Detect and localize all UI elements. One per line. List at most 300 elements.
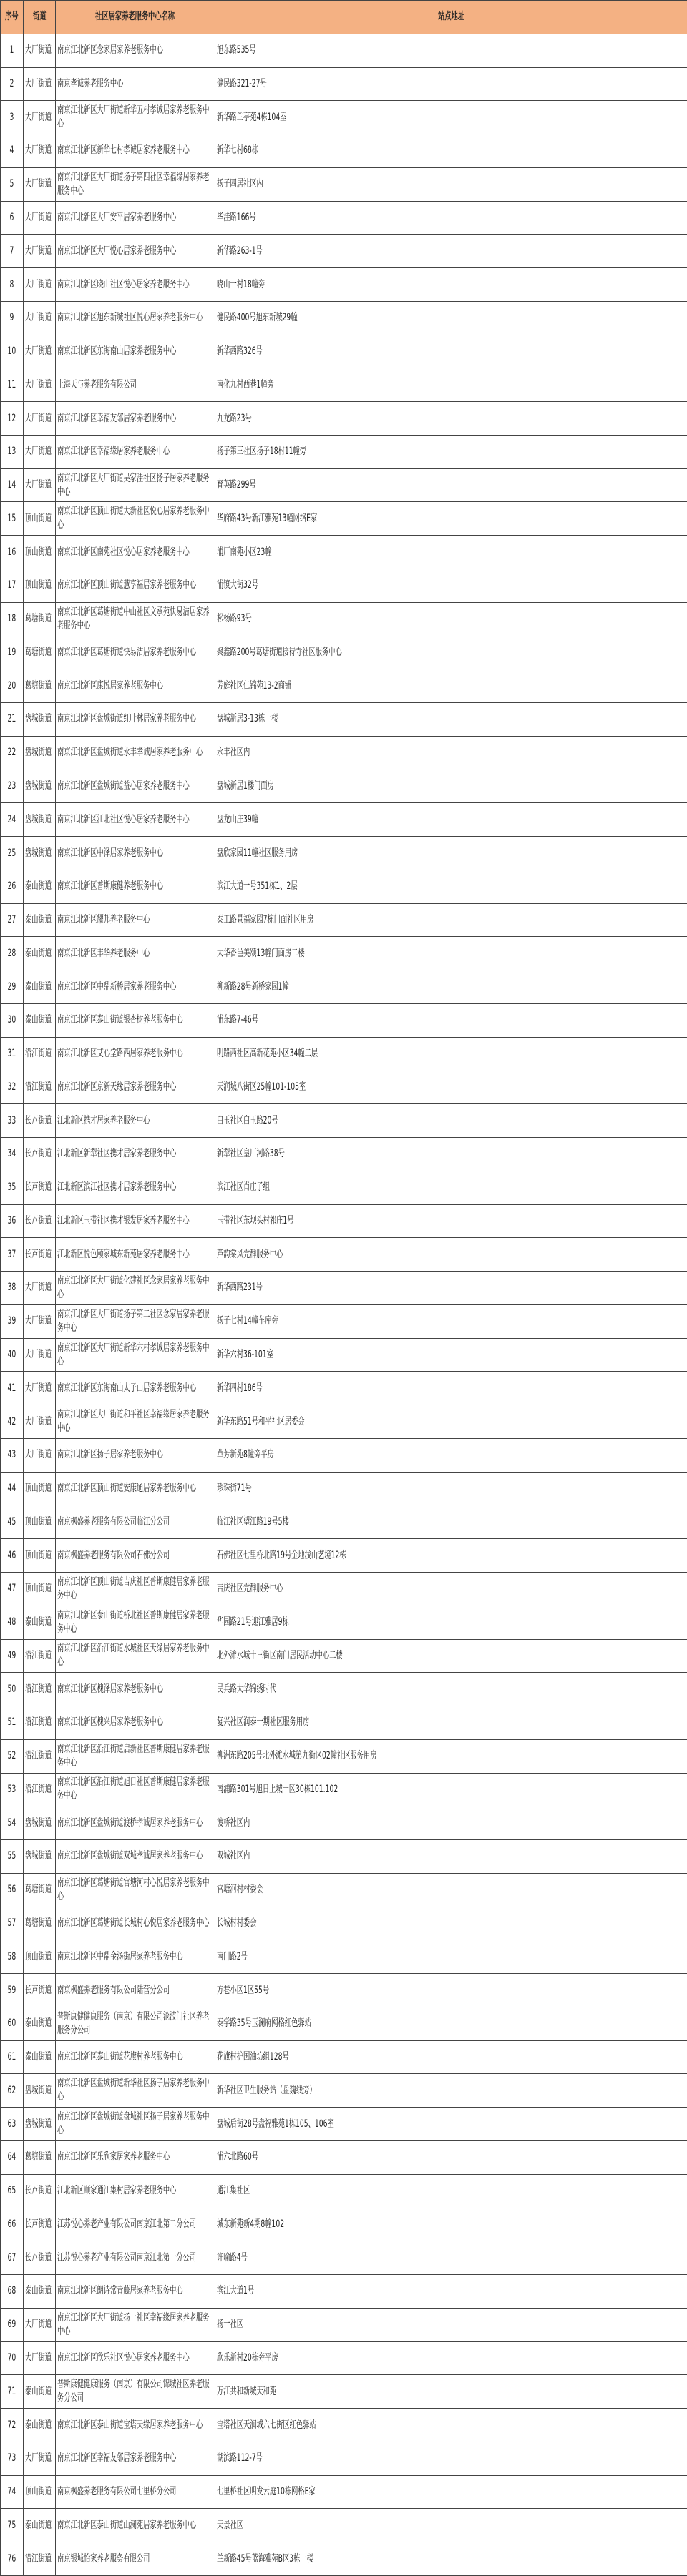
row-address-cell	[215, 502, 687, 536]
table-row	[1, 770, 687, 803]
row-street-cell	[24, 1505, 56, 1539]
row-street-cell	[24, 1238, 56, 1272]
row-center-name: 南京江北新区东海南山太子山居家养老服务中心	[57, 1382, 213, 1395]
header-address: 站点地址	[215, 1, 687, 34]
table-row	[1, 2308, 687, 2341]
row-street-cell	[24, 770, 56, 803]
row-street: 泰山街道	[25, 880, 54, 893]
row-center-name-cell	[56, 1606, 215, 1639]
table-row	[1, 201, 687, 235]
table-row	[1, 837, 687, 870]
row-address-cell	[215, 2542, 687, 2576]
row-street: 大厂街道	[25, 2452, 54, 2465]
row-address-cell	[215, 2341, 687, 2375]
table-row	[1, 1037, 687, 1071]
row-address: 吉庆社区党群服务中心	[217, 1582, 684, 1596]
row-address-cell	[215, 2409, 687, 2442]
row-address: 民兵路大华锦绣时代	[217, 1683, 684, 1696]
row-street: 顶山街道	[25, 512, 54, 526]
row-index-cell	[1, 1806, 24, 1840]
row-center-name: 南京江北新区大厂安平居家养老服务中心	[57, 211, 213, 225]
table-row	[1, 1706, 687, 1740]
row-street-cell	[24, 2275, 56, 2309]
row-address: 石佛社区七里桥北路19号金地浅山艺境12栋	[217, 1549, 684, 1563]
row-index-cell	[1, 803, 24, 837]
row-center-name: 江北新区玉带社区携才银发居家养老服务中心	[57, 1214, 213, 1228]
row-center-name: 南京江北新区葛塘街道长城村心悦居家养老服务中心	[57, 1917, 213, 1930]
row-address-cell	[215, 2141, 687, 2175]
row-street: 长芦街道	[25, 1214, 54, 1228]
row-center-name: 南京江北新区南苑社区悦心居家养老服务中心	[57, 546, 213, 559]
row-index: 36	[2, 1214, 21, 1228]
row-address: 南门路2号	[217, 1950, 684, 1964]
row-index-cell	[1, 536, 24, 569]
row-street-cell	[24, 1907, 56, 1940]
row-center-name-cell	[56, 2275, 215, 2309]
row-address-cell	[215, 803, 687, 837]
row-index: 51	[2, 1716, 21, 1729]
row-index: 73	[2, 2452, 21, 2465]
row-street-cell	[24, 2409, 56, 2442]
row-address: 新华七村68栋	[217, 144, 684, 157]
table-row	[1, 2375, 687, 2409]
row-street-cell	[24, 870, 56, 903]
row-address: 盘城新居1楼门面房	[217, 780, 684, 793]
row-address: 湖滨路112-7号	[217, 2452, 684, 2465]
row-street: 葛塘街道	[25, 2150, 54, 2164]
row-address: 新华路兰亭苑4栋104室	[217, 111, 684, 124]
row-street: 长芦街道	[25, 2218, 54, 2231]
row-street: 盘城街道	[25, 1849, 54, 1863]
row-center-name-cell	[56, 2040, 215, 2074]
row-center-name: 南京江北新区大厂街道化建社区念家居家养老服务中心	[57, 1274, 213, 1302]
row-street: 盘城街道	[25, 712, 54, 726]
row-street-cell	[24, 2475, 56, 2509]
row-center-name: 南京江北新区顶山街道大新社区悦心居家养老服务中心	[57, 505, 213, 532]
row-address-cell	[215, 1003, 687, 1037]
row-center-name: 南京江北新区顶山街道吉庆社区普斯康健居家养老服务中心	[57, 1575, 213, 1603]
row-street: 葛塘街道	[25, 679, 54, 693]
row-address-cell	[215, 736, 687, 770]
row-index-cell	[1, 2074, 24, 2108]
row-address: 渡桥社区内	[217, 1817, 684, 1830]
row-index-cell	[1, 368, 24, 402]
row-center-name: 南京江北新区沿江街道启新社区普斯康健居家养老服务中心	[57, 1743, 213, 1770]
row-street: 泰山街道	[25, 913, 54, 927]
row-street-cell	[24, 1706, 56, 1740]
row-address: 南浦路301号旭日上城一区30栋101.102	[217, 1783, 684, 1796]
row-address: 新华东路51号和平社区居委会	[217, 1415, 684, 1429]
row-street: 大厂街道	[25, 311, 54, 325]
table-row	[1, 435, 687, 468]
row-address: 泰学路35号玉澜府网格红色驿站	[217, 2017, 684, 2030]
row-center-name-cell	[56, 1539, 215, 1573]
row-center-name-cell	[56, 669, 215, 703]
row-center-name-cell	[56, 1673, 215, 1706]
row-index: 42	[2, 1415, 21, 1429]
row-street-cell	[24, 1438, 56, 1472]
row-street: 沿江街道	[25, 1683, 54, 1696]
row-address: 浦东路7-46号	[217, 1013, 684, 1027]
row-address-cell	[215, 1940, 687, 1974]
row-index-cell	[1, 201, 24, 235]
row-center-name: 南京江北新区幸福友邻居家养老服务中心	[57, 412, 213, 426]
row-index-cell	[1, 468, 24, 502]
row-index: 14	[2, 478, 21, 492]
row-center-name: 南京江北新区泰山街道花旗村养老服务中心	[57, 2050, 213, 2064]
row-street: 泰山街道	[25, 2050, 54, 2064]
row-index: 68	[2, 2284, 21, 2298]
row-index: 34	[2, 1147, 21, 1161]
row-address: 花旗村护国油坊组128号	[217, 2050, 684, 2064]
row-street: 大厂街道	[25, 445, 54, 458]
row-street-cell	[24, 1272, 56, 1305]
row-center-name: 南京江北新区中鼎新桥居家养老服务中心	[57, 980, 213, 994]
table-row	[1, 803, 687, 837]
table-row	[1, 669, 687, 703]
row-center-name: 南京江北新区江北社区悦心居家养老服务中心	[57, 813, 213, 827]
row-index: 72	[2, 2419, 21, 2432]
row-index: 20	[2, 679, 21, 693]
table-row	[1, 335, 687, 368]
row-address-cell	[215, 837, 687, 870]
row-street: 长芦街道	[25, 2184, 54, 2198]
row-center-name: 江苏悦心养老产业有限公司南京江北第二分公司	[57, 2218, 213, 2231]
row-street-cell	[24, 703, 56, 737]
row-street-cell	[24, 1304, 56, 1338]
row-address-cell	[215, 1505, 687, 1539]
row-address-cell	[215, 903, 687, 937]
row-street-cell	[24, 1071, 56, 1104]
row-center-name-cell	[56, 1974, 215, 2007]
row-address: 华园路21号迎江雅居9栋	[217, 1616, 684, 1629]
row-address: 兰新路45号蓝海雅苑B区3栋一楼	[217, 2552, 684, 2566]
row-index-cell	[1, 1272, 24, 1305]
row-center-name-cell	[56, 770, 215, 803]
row-index-cell	[1, 1071, 24, 1104]
row-address: 北外滩水城十三街区南门居民活动中心二楼	[217, 1649, 684, 1663]
row-center-name: 南京江北新区盘城街道益心居家养老服务中心	[57, 780, 213, 793]
row-address: 新华西路231号	[217, 1281, 684, 1294]
table-row	[1, 970, 687, 1004]
row-center-name: 南京江北新区大厂街道和平社区幸福缘居家养老服务中心	[57, 1408, 213, 1435]
row-center-name-cell	[56, 368, 215, 402]
row-index-cell	[1, 1138, 24, 1171]
row-center-name: 普斯康健健康服务（南京）有限公司锦城社区养老服务分公司	[57, 2378, 213, 2405]
row-index: 58	[2, 1950, 21, 1964]
row-address: 新华西路326号	[217, 345, 684, 358]
row-street-cell	[24, 301, 56, 335]
row-center-name-cell	[56, 2007, 215, 2040]
row-center-name-cell	[56, 2442, 215, 2475]
row-index-cell	[1, 903, 24, 937]
row-street-cell	[24, 2442, 56, 2475]
row-address-cell	[215, 870, 687, 903]
row-street-cell	[24, 67, 56, 101]
row-index-cell	[1, 2208, 24, 2241]
row-center-name-cell	[56, 903, 215, 937]
row-index: 76	[2, 2552, 21, 2566]
table-row	[1, 569, 687, 603]
row-index-cell	[1, 636, 24, 669]
row-index-cell	[1, 235, 24, 268]
table-row	[1, 34, 687, 67]
row-center-name-cell	[56, 803, 215, 837]
table-row	[1, 1974, 687, 2007]
row-address-cell	[215, 268, 687, 302]
row-center-name-cell	[56, 435, 215, 468]
row-center-name: 南京江北新区顶山街道安康通居家养老服务中心	[57, 1482, 213, 1495]
row-street-cell	[24, 1974, 56, 2007]
row-street-cell	[24, 1405, 56, 1439]
row-street: 大厂街道	[25, 278, 54, 292]
row-center-name-cell	[56, 67, 215, 101]
row-address-cell	[215, 2040, 687, 2074]
row-index-cell	[1, 937, 24, 970]
row-index: 44	[2, 1482, 21, 1495]
row-index-cell	[1, 134, 24, 168]
row-address: 柳新路28号新桥家园1幢	[217, 980, 684, 994]
row-address-cell	[215, 1472, 687, 1505]
row-address: 新华六村36-101室	[217, 1348, 684, 1362]
row-address-cell	[215, 2509, 687, 2542]
row-address: 扬子七村14幢车库旁	[217, 1314, 684, 1328]
row-center-name-cell	[56, 101, 215, 134]
row-center-name: 南京江北新区盘城街道渡桥孝诚居家养老服务中心	[57, 1817, 213, 1830]
row-street-cell	[24, 1539, 56, 1573]
table-row	[1, 1606, 687, 1639]
row-index-cell	[1, 2141, 24, 2175]
table-row	[1, 2475, 687, 2509]
table-row	[1, 2341, 687, 2375]
row-street-cell	[24, 937, 56, 970]
row-address-cell	[215, 1706, 687, 1740]
row-index: 64	[2, 2150, 21, 2164]
row-center-name: 南京江北新区艾心堂路西居家养老服务中心	[57, 1047, 213, 1061]
row-address-cell	[215, 301, 687, 335]
row-address: 永丰社区内	[217, 746, 684, 759]
row-center-name: 上海天与养老服务有限公司	[57, 378, 213, 392]
row-index: 56	[2, 1883, 21, 1897]
row-index: 16	[2, 546, 21, 559]
row-address: 七里桥社区明发云庭10栋网格E家	[217, 2485, 684, 2499]
row-street-cell	[24, 335, 56, 368]
row-index: 1	[2, 44, 21, 57]
row-street-cell	[24, 2375, 56, 2409]
row-center-name-cell	[56, 736, 215, 770]
row-center-name: 江北新区新犁社区携才居家养老服务中心	[57, 1147, 213, 1161]
row-center-name-cell	[56, 602, 215, 636]
table-row	[1, 167, 687, 201]
row-street: 盘城街道	[25, 2084, 54, 2098]
row-center-name-cell	[56, 870, 215, 903]
row-center-name-cell	[56, 1907, 215, 1940]
row-street-cell	[24, 837, 56, 870]
row-index-cell	[1, 1003, 24, 1037]
row-center-name-cell	[56, 2108, 215, 2141]
row-street-cell	[24, 101, 56, 134]
row-street-cell	[24, 502, 56, 536]
table-row	[1, 2007, 687, 2040]
row-street-cell	[24, 268, 56, 302]
table-row	[1, 1940, 687, 1974]
row-center-name: 南京江北新区中泽居家养老服务中心	[57, 847, 213, 860]
row-index-cell	[1, 736, 24, 770]
row-index: 12	[2, 412, 21, 426]
row-street-cell	[24, 2509, 56, 2542]
row-center-name-cell	[56, 1505, 215, 1539]
row-index: 19	[2, 646, 21, 659]
row-center-name: 南京江北新区盘城街道新华社区扬子居家养老服务中心	[57, 2077, 213, 2104]
table-row	[1, 2141, 687, 2175]
row-index-cell	[1, 837, 24, 870]
row-index: 33	[2, 1114, 21, 1128]
row-address-cell	[215, 2108, 687, 2141]
row-street: 泰山街道	[25, 2385, 54, 2399]
row-center-name: 南京江北新区葛塘街道官塘河村心悦居家养老服务中心	[57, 1877, 213, 1904]
row-index: 21	[2, 712, 21, 726]
row-address: 白玉社区白玉路20号	[217, 1114, 684, 1128]
row-street-cell	[24, 1472, 56, 1505]
row-index: 5	[2, 177, 21, 191]
table-body	[1, 34, 687, 2575]
row-street: 葛塘街道	[25, 1917, 54, 1930]
row-street: 大厂街道	[25, 1448, 54, 1462]
row-street: 大厂街道	[25, 345, 54, 358]
row-street: 大厂街道	[25, 412, 54, 426]
table-row	[1, 1505, 687, 1539]
row-street-cell	[24, 1606, 56, 1639]
row-center-name: 南京江北新区盘城街道双城孝诚居家养老服务中心	[57, 1849, 213, 1863]
table-row	[1, 1171, 687, 1204]
row-address: 新华社区卫生服务站（盘魏线旁）	[217, 2084, 684, 2098]
row-index-cell	[1, 167, 24, 201]
row-street: 长芦街道	[25, 1114, 54, 1128]
row-index: 24	[2, 813, 21, 827]
row-address-cell	[215, 636, 687, 669]
row-street-cell	[24, 1338, 56, 1372]
row-address: 草芳新苑8幢旁平房	[217, 1448, 684, 1462]
row-address: 大华香邑美颂13幢门面房二楼	[217, 947, 684, 960]
row-street: 长芦街道	[25, 1181, 54, 1194]
row-index: 45	[2, 1515, 21, 1529]
row-index: 4	[2, 144, 21, 157]
row-index-cell	[1, 2375, 24, 2409]
row-index-cell	[1, 569, 24, 603]
row-index: 75	[2, 2519, 21, 2532]
row-street-cell	[24, 2174, 56, 2208]
row-center-name-cell	[56, 1639, 215, 1673]
row-street-cell	[24, 402, 56, 436]
row-address: 盘龙山庄39幢	[217, 813, 684, 827]
row-address: 芦韵棠风党群服务中心	[217, 1248, 684, 1262]
table-row	[1, 1873, 687, 1907]
table-row	[1, 235, 687, 268]
row-center-name-cell	[56, 1104, 215, 1138]
row-center-name-cell	[56, 536, 215, 569]
header-center-name: 社区居家养老服务中心名称	[56, 1, 215, 34]
table-header-row	[1, 1, 687, 34]
row-index: 69	[2, 2318, 21, 2331]
row-street: 顶山街道	[25, 579, 54, 592]
row-street: 大厂街道	[25, 245, 54, 258]
row-index-cell	[1, 2341, 24, 2375]
row-address: 新华四村186号	[217, 1382, 684, 1395]
row-index: 31	[2, 1047, 21, 1061]
row-address-cell	[215, 770, 687, 803]
row-index-cell	[1, 1840, 24, 1874]
table-row	[1, 1272, 687, 1305]
table-row	[1, 2108, 687, 2141]
row-index: 28	[2, 947, 21, 960]
row-street-cell	[24, 803, 56, 837]
row-index-cell	[1, 2475, 24, 2509]
row-center-name: 南京江北新区盘城街道永丰孝诚居家养老服务中心	[57, 746, 213, 759]
table-row	[1, 2509, 687, 2542]
row-center-name-cell	[56, 1003, 215, 1037]
row-street: 沿江街道	[25, 1081, 54, 1094]
row-street: 顶山街道	[25, 1549, 54, 1563]
row-street-cell	[24, 2108, 56, 2141]
row-street-cell	[24, 34, 56, 67]
row-street-cell	[24, 1104, 56, 1138]
row-street-cell	[24, 468, 56, 502]
row-center-name: 江北新区颐家通江集村居家养老服务中心	[57, 2184, 213, 2198]
row-index: 62	[2, 2084, 21, 2098]
row-index: 3	[2, 111, 21, 124]
row-center-name: 南京江北新区泰山街道银杏树养老服务中心	[57, 1013, 213, 1027]
row-address-cell	[215, 235, 687, 268]
row-index-cell	[1, 870, 24, 903]
row-center-name-cell	[56, 1572, 215, 1606]
table-row	[1, 870, 687, 903]
row-address-cell	[215, 2442, 687, 2475]
row-address-cell	[215, 1639, 687, 1673]
row-address-cell	[215, 2208, 687, 2241]
row-center-name: 南京江北新区大厂悦心居家养老服务中心	[57, 245, 213, 258]
row-address: 新华路263-1号	[217, 245, 684, 258]
row-index-cell	[1, 2442, 24, 2475]
row-address-cell	[215, 468, 687, 502]
row-index: 54	[2, 1817, 21, 1830]
row-index: 35	[2, 1181, 21, 1194]
row-street-cell	[24, 1372, 56, 1405]
row-center-name-cell	[56, 2542, 215, 2576]
row-street: 沿江街道	[25, 1716, 54, 1729]
row-center-name: 南京江北新区槐兴居家养老服务中心	[57, 1716, 213, 1729]
row-address: 滨江大道1号	[217, 2284, 684, 2298]
row-street-cell	[24, 569, 56, 603]
row-street: 大厂街道	[25, 478, 54, 492]
table-row	[1, 703, 687, 737]
row-index-cell	[1, 335, 24, 368]
row-street-cell	[24, 1639, 56, 1673]
table-row	[1, 1673, 687, 1706]
row-address-cell	[215, 1071, 687, 1104]
row-street: 泰山街道	[25, 2419, 54, 2432]
row-index-cell	[1, 1405, 24, 1439]
header-street: 街道	[24, 1, 56, 34]
table-row	[1, 2275, 687, 2309]
row-index: 38	[2, 1281, 21, 1294]
row-center-name: 南京江北新区新华七村孝诚居家养老服务中心	[57, 144, 213, 157]
row-street: 长芦街道	[25, 1984, 54, 1997]
row-center-name-cell	[56, 1706, 215, 1740]
row-address: 浦厂南苑小区23幢	[217, 546, 684, 559]
row-center-name: 南京江北新区泰山街道桥北社区普斯康健居家养老服务中心	[57, 1609, 213, 1636]
row-center-name-cell	[56, 1472, 215, 1505]
row-street: 沿江街道	[25, 1047, 54, 1061]
